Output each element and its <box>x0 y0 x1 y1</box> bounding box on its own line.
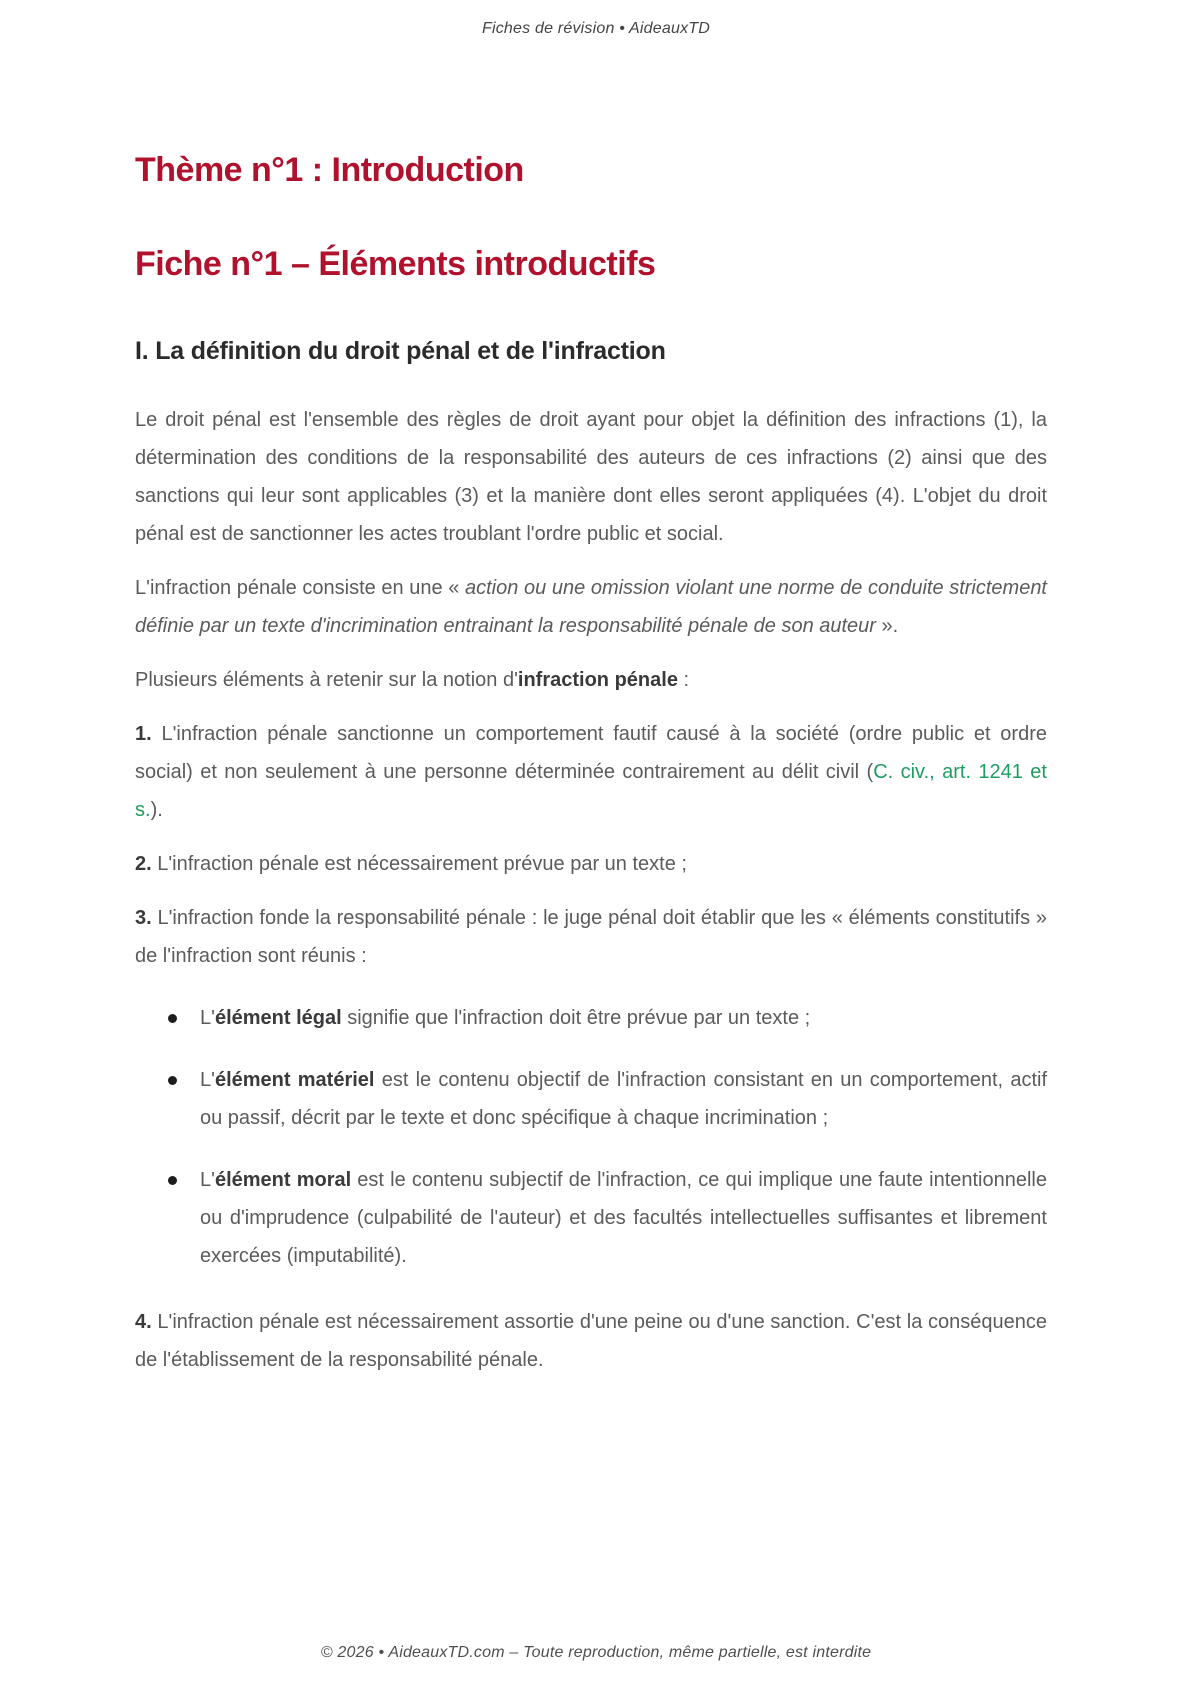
paragraph-point-4 <box>135 1303 1047 1379</box>
section-heading: I. La définition du droit pénal et de l'infraction <box>135 337 666 365</box>
list-item-element-moral <box>135 1161 1047 1275</box>
text-run: 1. <box>135 723 152 745</box>
text-run: signifie que l'infraction doit être prévue par un texte ; <box>341 1007 811 1029</box>
bullet-icon <box>168 1176 177 1185</box>
page-footer <box>0 1644 1192 1662</box>
list-item-text <box>200 1161 1047 1275</box>
text-run: : <box>677 669 690 691</box>
text-run: L' <box>200 1069 215 1091</box>
elements-list <box>135 999 1047 1275</box>
text-run: Le droit pénal est l'ensemble des règles de droit ayant pour objet la définition des infractions (1), la détermination des conditions de la responsabilité des auteurs de ces infractions (2) ainsi que des sanctions qui leur sont applicables (3) et la manière dont elles seront appliquées (4). L'objet du droit pénal est de sanctionner les actes troublant l'ordre public et social. <box>135 409 1047 545</box>
paragraph-infraction-quote <box>135 569 1047 645</box>
list-item-text <box>200 999 1047 1037</box>
text-run: infraction pénale <box>517 669 678 691</box>
text-run: 2. <box>135 853 152 875</box>
text-run: 3. <box>135 907 152 929</box>
list-item-text <box>200 1061 1047 1137</box>
text-run: L'infraction pénale est nécessairement prévue par un texte ; <box>151 853 687 875</box>
text-run: L'infraction fonde la responsabilité pénale : le juge pénal doit établir que les « éléments constitutifs » de l'infraction sont réunis : <box>135 907 1047 967</box>
list-item-element-legal <box>135 999 1047 1037</box>
text-run: action ou une omission violant une norme de conduite strictement définie par un texte d'incrimination entrainant la responsabilité pénale de son auteur <box>135 577 1047 637</box>
paragraph-definition <box>135 401 1047 553</box>
text-run: est le contenu subjectif de l'infraction, ce qui implique une faute intentionnelle ou d'imprudence (culpabilité de l'auteur) et des facultés intellectuelles suffisantes et librement exercées (imputabilité). <box>200 1169 1047 1267</box>
paragraph-point-3 <box>135 899 1047 975</box>
list-item-element-materiel <box>135 1061 1047 1137</box>
bullet-icon <box>168 1076 177 1085</box>
text-run: L'infraction pénale est nécessairement assortie d'une peine ou d'une sanction. C'est la conséquence de l'établissement de la responsabilité pénale. <box>135 1311 1047 1371</box>
citation-link[interactable]: C. civ., art. 1241 et s. <box>135 761 1047 821</box>
text-run: L' <box>200 1169 215 1191</box>
text-run: élément moral <box>214 1169 352 1191</box>
text-run: L' <box>200 1007 215 1029</box>
text-run: L'infraction pénale sanctionne un comportement fautif causé à la société (ordre public et ordre social) et non seulement à une personne déterminée contrairement au délit civil ( <box>135 723 1047 783</box>
text-run: est le contenu objectif de l'infraction consistant en un comportement, actif ou passif, décrit par le texte et donc spécifique à chaque incrimination ; <box>200 1069 1047 1129</box>
theme-title: Thème n°1 : Introduction <box>135 151 524 189</box>
text-run: 4. <box>135 1311 152 1333</box>
text-run: élément légal <box>214 1007 342 1029</box>
text-run: Plusieurs éléments à retenir sur la notion d' <box>135 669 518 691</box>
text-run: L'infraction pénale consiste en une « <box>135 577 465 599</box>
paragraph-plusieurs-elements <box>135 661 1047 699</box>
text-run: élément matériel <box>214 1069 375 1091</box>
text-run: ». <box>875 615 899 637</box>
paragraph-point-1 <box>135 715 1047 829</box>
header-text: Fiches de révision • AideauxTD <box>482 20 710 37</box>
content-area <box>135 0 1047 1379</box>
text-run: ). <box>150 799 163 821</box>
footer-text: © 2026 • AideauxTD.com – Toute reproduction, même partielle, est interdite <box>320 1644 872 1661</box>
fiche-title: Fiche n°1 – Éléments introductifs <box>135 245 656 283</box>
paragraph-point-2 <box>135 845 1047 883</box>
bullet-icon <box>168 1014 177 1023</box>
